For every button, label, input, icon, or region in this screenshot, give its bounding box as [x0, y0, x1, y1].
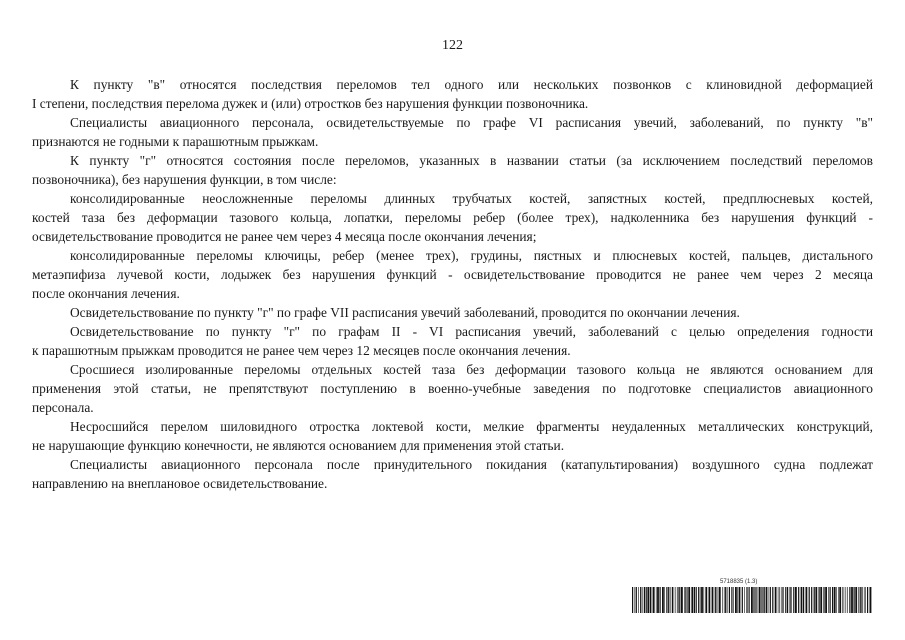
paragraph-line: Освидетельствование по пункту "г" по графам II - VI расписания увечий, заболеваний с целью определения годности: [70, 324, 873, 339]
page-number: 122: [442, 38, 463, 53]
paragraph: [32, 246, 873, 303]
paragraph-line: освидетельствование проводится не ранее чем через 4 месяца после окончания лечения;: [32, 229, 537, 244]
paragraph-line: персонала.: [32, 400, 94, 415]
paragraph-line: К пункту "г" относятся состояния после переломов, указанных в названии статьи (за исключением последствий переломов: [70, 153, 873, 168]
paragraph-line: признаются не годными к парашютным прыжкам.: [32, 134, 319, 149]
barcode-label: 5718835 (1.3): [720, 579, 758, 585]
paragraph-line: консолидированные переломы ключицы, ребер (менее трех), грудины, пястных и плюсневых костей, пальцев, дистального: [70, 248, 873, 263]
paragraph-line: костей таза без деформации тазового кольца, лопатки, переломы ребер (более трех), надколенника без нарушения функций -: [32, 210, 873, 225]
paragraph-line: применения этой статьи, не препятствуют поступлению в военно-учебные заведения по подготовке специалистов авиационного: [32, 381, 873, 396]
paragraph: [32, 189, 873, 246]
paragraph-line: Специалисты авиационного персонала после принудительного покидания (катапультирования) воздушного судна подлежат: [70, 457, 873, 472]
barcode-icon: [632, 587, 872, 613]
paragraph: [32, 417, 873, 455]
paragraph: [32, 360, 873, 417]
paragraph: [32, 455, 873, 493]
paragraph-line: направлению на внеплановое освидетельствование.: [32, 476, 328, 491]
paragraph-line: I степени, последствия перелома дужек и (или) отростков без нарушения функции позвоночника.: [32, 96, 589, 111]
paragraph-line: после окончания лечения.: [32, 286, 180, 301]
paragraph: [32, 75, 873, 113]
paragraph-line: не нарушающие функцию конечности, не являются основанием для применения этой статьи.: [32, 438, 565, 453]
paragraph: [32, 113, 873, 151]
paragraph: [32, 151, 873, 189]
paragraph-line: Несросшийся перелом шиловидного отростка локтевой кости, мелкие фрагменты неудаленных металлических конструкций,: [70, 419, 873, 434]
paragraph-line: консолидированные неосложненные переломы длинных трубчатых костей, запястных костей, предплюсневых костей,: [70, 191, 873, 206]
paragraph-line: к парашютным прыжкам проводится не ранее чем через 12 месяцев после окончания лечения.: [32, 343, 571, 358]
paragraph-line: Освидетельствование по пункту "г" по графе VII расписания увечий заболеваний, проводится по окончании лечения.: [70, 305, 740, 320]
paragraph-line: Сросшиеся изолированные переломы отдельных костей таза без деформации тазового кольца не являются основанием для: [70, 362, 873, 377]
paragraph-line: метаэпифиза лучевой кости, лодыжек без нарушения функций - освидетельствование проводится не ранее чем через 2 месяца: [32, 267, 873, 282]
paragraph: [32, 322, 873, 360]
document-body: [32, 75, 873, 493]
paragraph: [32, 303, 873, 322]
paragraph-line: К пункту "в" относятся последствия переломов тел одного или нескольких позвонков с клиновидной деформацией: [70, 77, 873, 92]
paragraph-line: позвоночника), без нарушения функции, в том числе:: [32, 172, 337, 187]
paragraph-line: Специалисты авиационного персонала, освидетельствуемые по графе VI расписания увечий, заболеваний, по пункту "в": [70, 115, 873, 130]
